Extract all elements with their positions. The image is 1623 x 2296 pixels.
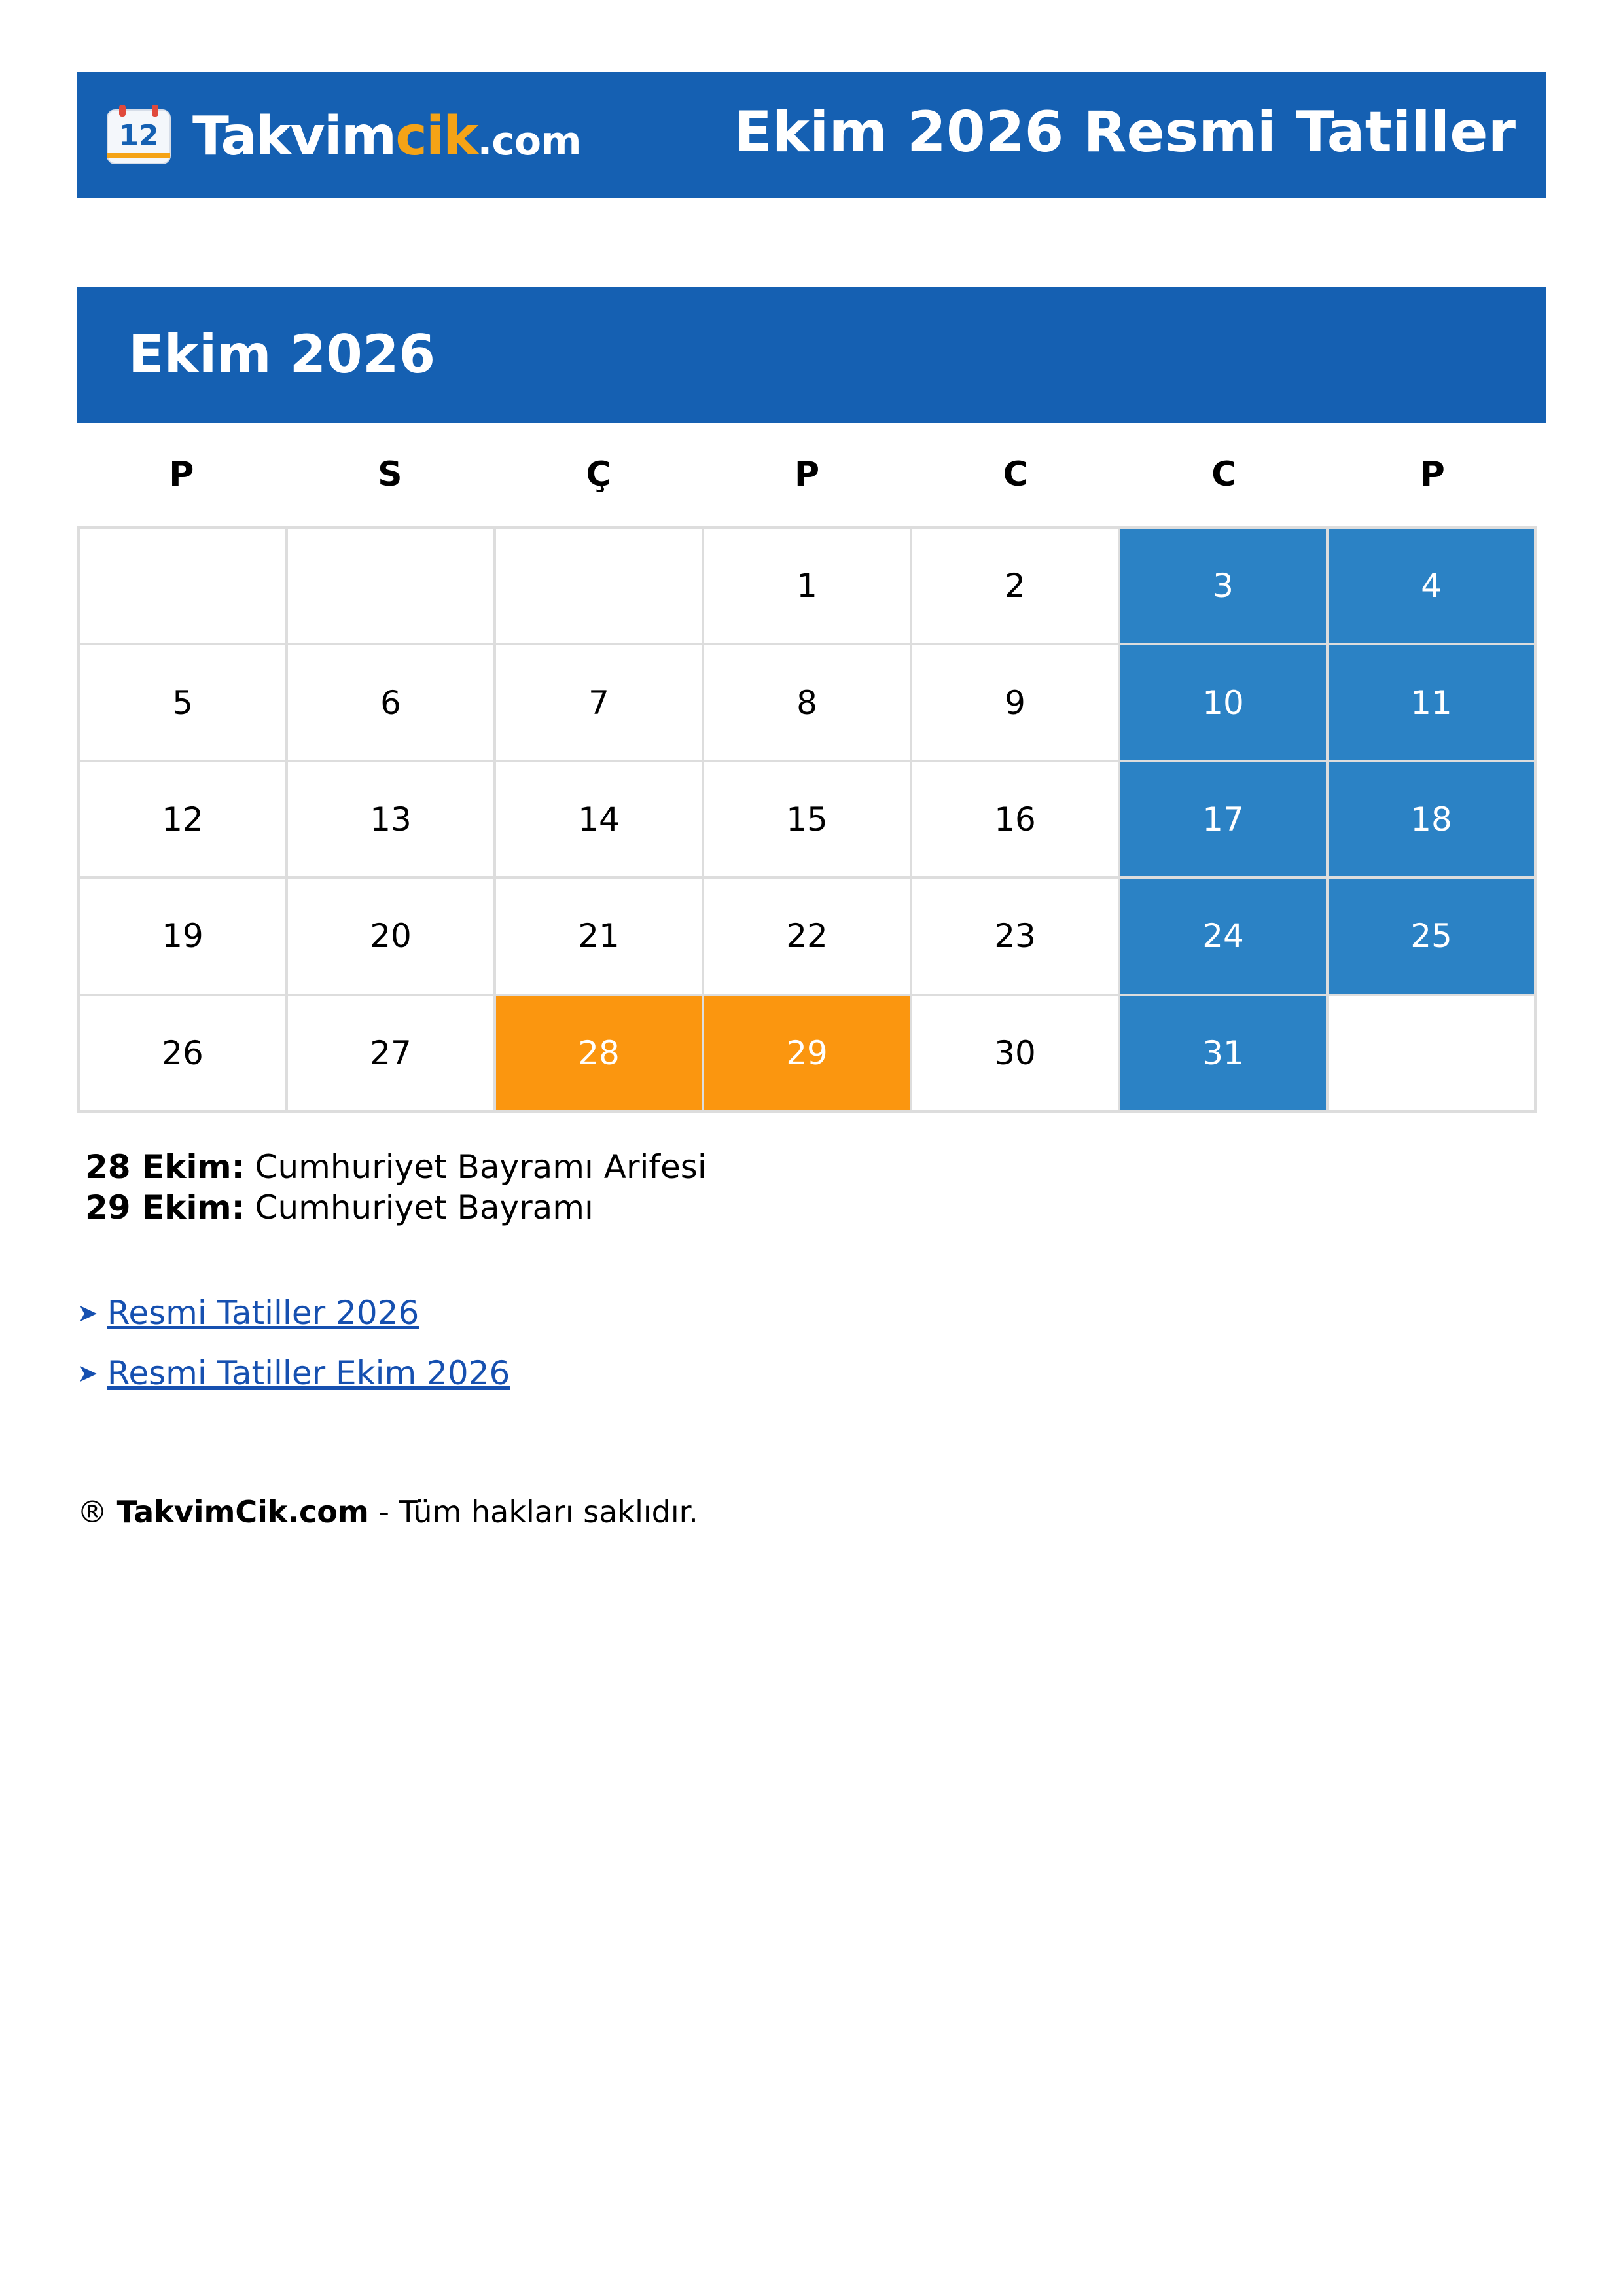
holiday-item <box>85 1147 707 1187</box>
day-cell: 22 <box>704 879 912 996</box>
day-cell: 1 <box>704 529 912 645</box>
weekday-label: S <box>378 455 402 494</box>
holiday-name: Cumhuriyet Bayramı <box>255 1189 594 1227</box>
weekend-day-cell: 10 <box>1120 645 1329 762</box>
holiday-list <box>85 1147 707 1228</box>
logo-name-accent: cik <box>395 105 478 168</box>
day-cell: 23 <box>912 879 1120 996</box>
month-header <box>77 287 1546 423</box>
holiday-day-cell: 28 <box>496 996 704 1113</box>
empty-day-cell <box>496 529 704 645</box>
weekday-label: C <box>1211 455 1237 494</box>
day-cell: 5 <box>80 645 288 762</box>
holiday-date: 29 Ekim: <box>85 1189 245 1227</box>
page-title: Ekim 2026 Resmi Tatiller <box>734 99 1516 165</box>
day-cell: 13 <box>288 762 496 879</box>
weekend-day-cell: 31 <box>1120 996 1329 1113</box>
weekday-label: P <box>169 455 194 494</box>
weekend-day-cell: 11 <box>1329 645 1537 762</box>
day-cell: 12 <box>80 762 288 879</box>
link-item <box>77 1283 510 1343</box>
day-cell: 27 <box>288 996 496 1113</box>
calendar-grid <box>77 526 1537 1113</box>
day-cell: 9 <box>912 645 1120 762</box>
day-cell: 15 <box>704 762 912 879</box>
holiday-name: Cumhuriyet Bayramı Arifesi <box>255 1148 707 1186</box>
weekday-header-row <box>77 445 1537 504</box>
logo-badge-number: 12 <box>118 119 159 152</box>
empty-day-cell <box>1329 996 1537 1113</box>
link-item <box>77 1343 510 1403</box>
weekday-label: Ç <box>586 455 611 494</box>
logo-name-tld: .com <box>477 118 581 164</box>
day-cell: 20 <box>288 879 496 996</box>
weekday-label: P <box>794 455 820 494</box>
weekend-day-cell: 3 <box>1120 529 1329 645</box>
holiday-day-cell: 29 <box>704 996 912 1113</box>
link-resmi-tatiller-2[interactable]: Resmi Tatiller Ekim 2026 <box>107 1354 510 1392</box>
weekend-day-cell: 24 <box>1120 879 1329 996</box>
footer-brand: TakvimCik.com <box>116 1494 369 1530</box>
weekday-label: C <box>1003 455 1028 494</box>
calendar-icon <box>105 105 173 166</box>
related-links <box>77 1283 510 1403</box>
weekend-day-cell: 17 <box>1120 762 1329 879</box>
day-cell: 16 <box>912 762 1120 879</box>
footer <box>77 1492 698 1532</box>
empty-day-cell <box>80 529 288 645</box>
weekend-day-cell: 4 <box>1329 529 1537 645</box>
day-cell: 21 <box>496 879 704 996</box>
logo-name-main: Takvim <box>192 105 396 168</box>
header-banner <box>77 72 1546 198</box>
weekend-day-cell: 25 <box>1329 879 1537 996</box>
arrow-right-icon: ➤ <box>77 1359 98 1388</box>
month-title: Ekim 2026 <box>128 324 436 385</box>
day-cell: 26 <box>80 996 288 1113</box>
day-cell: 7 <box>496 645 704 762</box>
day-cell: 19 <box>80 879 288 996</box>
day-cell: 30 <box>912 996 1120 1113</box>
weekday-label: P <box>1419 455 1445 494</box>
arrow-right-icon: ➤ <box>77 1299 98 1327</box>
day-cell: 2 <box>912 529 1120 645</box>
empty-day-cell <box>288 529 496 645</box>
link-resmi-tatiller-1[interactable]: Resmi Tatiller 2026 <box>107 1294 419 1332</box>
day-cell: 14 <box>496 762 704 879</box>
weekend-day-cell: 18 <box>1329 762 1537 879</box>
day-cell: 8 <box>704 645 912 762</box>
logo-wordmark <box>192 107 581 171</box>
registered-symbol: ® <box>77 1494 107 1530</box>
day-cell: 6 <box>288 645 496 762</box>
footer-text: - Tüm hakları saklıdır. <box>378 1494 698 1530</box>
holiday-date: 28 Ekim: <box>85 1148 245 1186</box>
holiday-item <box>85 1187 707 1228</box>
